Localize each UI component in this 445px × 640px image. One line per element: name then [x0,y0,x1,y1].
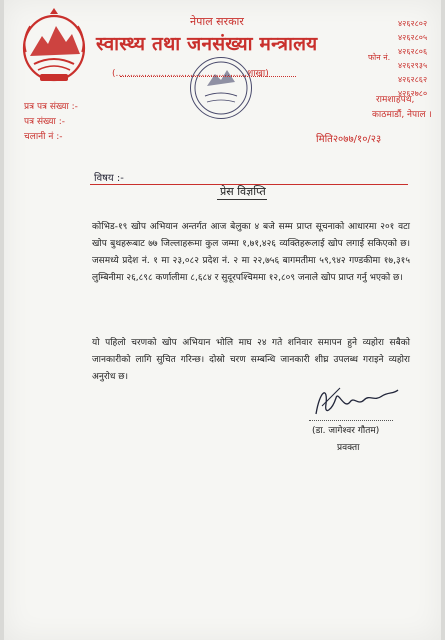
branch-underline [120,76,296,77]
signature-line [309,420,393,421]
government-name: नेपाल सरकार [190,15,244,28]
document-title: प्रेस विज्ञप्ति [220,185,266,198]
ministry-name: स्वास्थ्य तथा जनसंख्या मन्त्रालय [96,33,318,55]
phone-label: फोन नं. [368,53,391,62]
signatory-name: (डा. जागेश्वर गौतम) [312,426,380,436]
phone-number: ४२६२९३५ [398,61,428,70]
dispatch-label: चलानी नं :- [24,132,63,142]
signatory-role: प्रवक्ता [337,443,360,453]
phone-number: ४२६२८०६ [398,47,428,56]
letter-date: मिति२०७७/१०/२३ [316,134,382,145]
letter-number-label: प्रत्र पत्र संख्या :- [24,102,78,112]
branch-field: (..............................................शाखा) [112,69,269,79]
title-underline [217,199,267,200]
reference-label: पत्र संख्या :- [24,117,65,127]
nepal-emblem-icon [20,8,88,84]
address-line-2: काठमाडौं, नेपाल । [372,110,432,120]
phone-list [398,17,427,101]
address-line-1: रामशाहपथ, [376,95,415,105]
body-paragraph-2: यो पहिलो चरणको खोप अभियान भोलि माघ २४ गते शनिवार समापन हुने व्यहोरा सबैको जानकारीको लागि सुचित गरिन्छ। दोस्रो चरण सम्बन्धि जानकारी शीघ्र उपलब्ध गराइने व्यहोरा अनुरोध छ। [92,338,410,382]
subject-label: विषय :- [94,173,124,184]
phone-number: ४२६२७८० [398,89,428,98]
phone-number: ४२६२८०५ [398,33,428,42]
body-paragraph-1: कोभिड-१९ खोप अभियान अन्तर्गत आज बेलुका ४ बजे सम्म प्राप्त सूचनाको आधारमा २०१ वटा खोप बुथहरूबाट ७७ जिल्लाहरूमा कुल जम्मा १,७१,४२६ व्यक्तिहरूलाई खोप लगाई सकिएको छ। जसमध्ये प्रदेश नं. १ मा २३,०८२ प्रदेश नं. २ मा २२,७५६ बागमतीमा ५९,९४२ गण्डकीमा १७,३१५ लुम्बिनीमा २६,८९८ कर्णालीमा ८,६८४ र सुदूरपश्चिममा १२,८०९ जनाले खोप प्राप्त गर्नु भएको छ। [92,222,410,283]
handwritten-signature-icon [310,380,400,422]
letter-page [4,0,441,640]
phone-number: ४२६२८६२ [398,75,428,84]
phone-number: ४२६२८०२ [398,19,428,28]
official-stamp-icon [190,57,252,119]
